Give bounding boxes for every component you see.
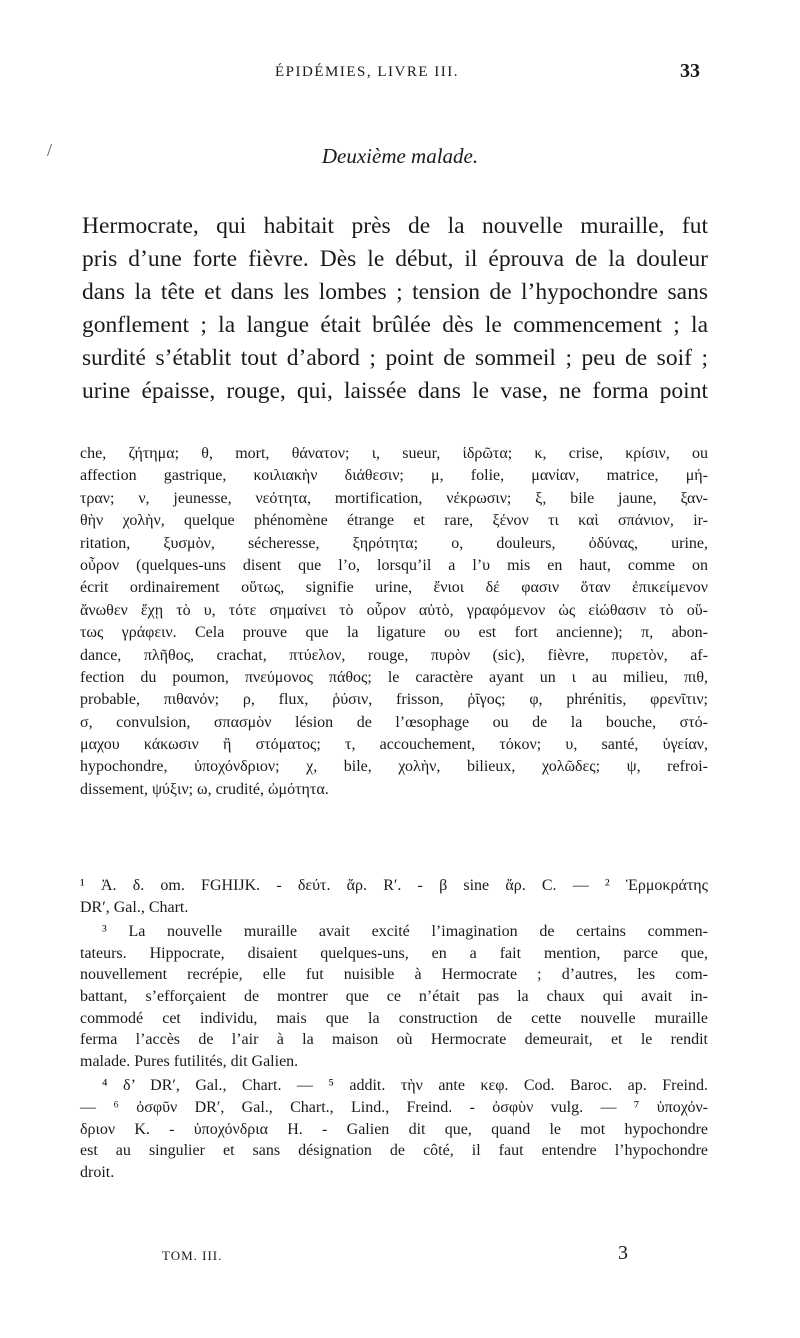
note-line: battant, s’efforçaient de montrer que ce n’était pas la chaux qui avait in- (80, 987, 708, 1005)
section-title: Deuxième malade. (321, 144, 479, 168)
note-line: δριον K. - ὑποχόνδρια H. - Galien dit que, quand le mot hypochondre (80, 1120, 708, 1138)
volume-signature: TOM. III. (162, 1248, 223, 1263)
main-text-line: pris d’une forte fièvre. Dès le début, il éprouva de la douleur (82, 246, 708, 272)
running-head (0, 60, 800, 84)
main-text-line: Hermocrate, qui habitait près de la nouvelle muraille, fut (82, 213, 708, 239)
running-head-title: ÉPIDÉMIES, LIVRE III. (275, 64, 459, 80)
glossary-line: dance, πλῆθος, crachat, πτύελον, rouge, πυρὸν (sic), fièvre, πυρετὸν, af- (80, 646, 708, 664)
note-line: DR′, Gal., Chart. (80, 898, 189, 916)
critical-notes (80, 875, 708, 1186)
main-text-line: dans la tête et dans les lombes ; tension de l’hypochondre sans (82, 279, 708, 305)
glossary-line: probable, πιθανόν; ρ, flux, ῥύσιν, frisson, ῥῖγος; φ, phrénitis, φρενῖτιν; (80, 691, 708, 709)
glossary-line: οὖρον (quelques-uns disent que l’ο, lorsqu’il a l’υ mis en haut, comme on (80, 556, 708, 574)
note-line: est au singulier et sans désignation de côté, il faut entendre l’hypochondre (80, 1142, 708, 1160)
page-footer (0, 1242, 800, 1266)
main-text-line: gonflement ; la langue était brûlée dès le commencement ; la (82, 312, 708, 338)
glossary-line: τραν; ν, jeunesse, νεότητα, mortification, νέκρωσιν; ξ, bile jaune, ξαν- (80, 489, 708, 507)
glossary-line: fection du poumon, πνεύμονος πάθος; le caractère ayant un ι au milieu, πιθ, (80, 668, 708, 686)
glossary-line: écrit ordinairement οὕτως, signifie urine, ἔνιοι δέ φασιν ὅταν ἐπικείμενον (80, 579, 708, 597)
glossary-line: θὴν χολὴν, quelque phénomène étrange et rare, ξένον τι καὶ σπάνιον, ir- (80, 512, 708, 530)
main-text-line: surdité s’établit tout d’abord ; point de sommeil ; peu de soif ; (82, 345, 708, 371)
glossary-footnote (80, 443, 708, 801)
note-line: tateurs. Hippocrate, disaient quelques-uns, en a fait mention, parce que, (80, 944, 708, 962)
main-text (82, 210, 708, 408)
main-text-line: urine épaisse, rouge, qui, laissée dans le vase, ne forma point (82, 378, 708, 404)
note-block (80, 1075, 708, 1183)
note-line: droit. (80, 1163, 115, 1181)
note-line: ferma l’accès de l’air à la maison où Hermocrate demeurait, et le rendit (80, 1031, 708, 1049)
glossary-line: σ, convulsion, σπασμὸν lésion de l’œsophage ou de la bouche, στό- (80, 713, 708, 731)
note-line: ³ La nouvelle muraille avait excité l’imagination de certains commen- (102, 923, 708, 941)
glossary-line: dissement, ψύξιν; ω, crudité, ὠμότητα. (80, 780, 329, 798)
page-number: 33 (680, 60, 700, 82)
glossary-line: hypochondre, ὑποχόνδριον; χ, bile, χολὴν, bilieux, χολῶδες; ψ, refroi- (80, 758, 708, 776)
note-line: ¹ Ἀ. δ. om. FGHIJK. - δεύτ. ἄρ. R′. - β sine ἄρ. C. — ² Ἑρμοκράτης (80, 877, 708, 894)
glossary-line: τως γράφειν. Cela prouve que la ligature ου est fort ancienne); π, abon- (80, 624, 708, 642)
note-block (80, 875, 708, 918)
note-block (80, 921, 708, 1072)
glossary-line: ritation, ξυσμὸν, sécheresse, ξηρότητα; ο, douleurs, ὀδύνας, urine, (80, 534, 708, 552)
glossary-line: affection gastrique, κοιλιακὴν διάθεσιν; μ, folie, μανίαν, matrice, μή- (80, 467, 708, 485)
signature-number: 3 (618, 1242, 628, 1264)
note-line: ⁴ δ’ DR′, Gal., Chart. — ⁵ addit. τὴν ante κεφ. Cod. Baroc. ap. Freind. (102, 1077, 708, 1095)
note-line: — ⁶ ὀσφῦν DR′, Gal., Chart., Lind., Freind. - ὀσφὺν vulg. — ⁷ ὑποχόν- (80, 1098, 708, 1116)
glossary-line: ἄνωθεν ἔχῃ τὸ υ, τότε σημαίνει τὸ οὖρον αὐτὸ, γραφόμενον ὡς εἰώθασιν τὸ οὕ- (80, 601, 708, 619)
glossary-line: che, ζήτημα; θ, mort, θάνατον; ι, sueur, ἱδρῶτα; κ, crise, κρίσιν, ou (80, 445, 708, 462)
note-line: malade. Pures futilités, dit Galien. (80, 1052, 299, 1070)
glossary-line: μαχου κάκωσιν ἢ στόματος; τ, accouchement, τόκον; υ, santé, ὑγείαν, (80, 736, 708, 754)
margin-mark: / (47, 140, 53, 160)
note-line: nouvellement recrépie, elle fut nuisible à Hermocrate ; d’autres, les com- (80, 966, 708, 984)
note-line: commodé cet individu, mais que la construction de cette nouvelle muraille (80, 1009, 708, 1027)
